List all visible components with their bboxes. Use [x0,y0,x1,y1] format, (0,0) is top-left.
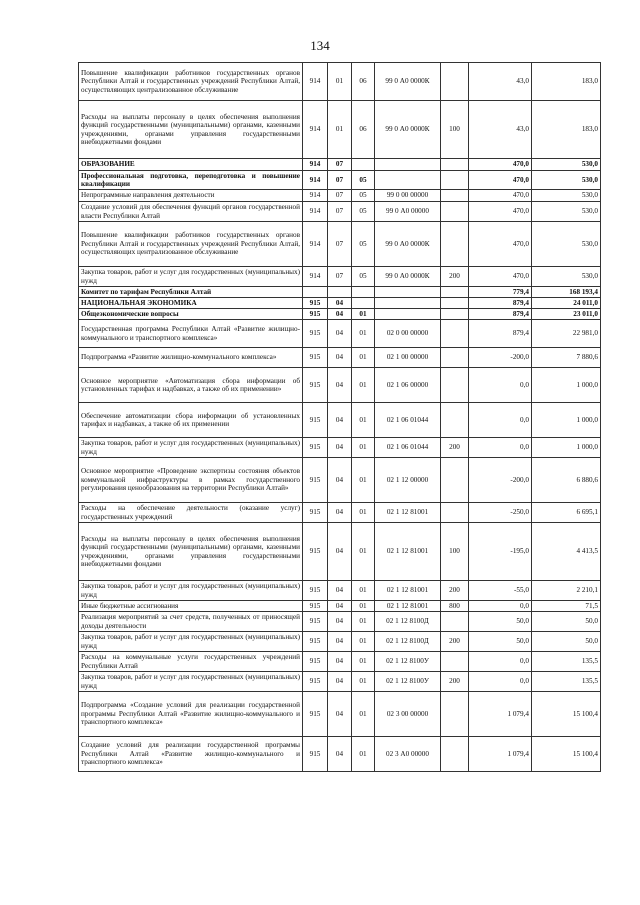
ved-cell [303,287,328,298]
amount-change-cell: 0,0 [469,672,532,692]
csr-cell: 02 1 06 01044 [375,438,441,458]
vr-cell: 200 [441,672,469,692]
amount-change-cell: 0,0 [469,368,532,403]
csr-cell: 99 0 00 00000 [375,190,441,202]
vr-cell [441,63,469,101]
csr-cell: 02 3 А0 00000 [375,737,441,772]
name-cell: Основное мероприятие «Проведение экспертизы состояния объектов коммунальной инфраструктуры в рамках государственного регулирования ценообразования на территории Республики Алтай» [79,458,303,503]
csr-cell: 02 1 12 81001 [375,581,441,601]
amount-change-cell: 879,4 [469,298,532,309]
csr-cell: 02 1 12 81001 [375,523,441,581]
amount-total-cell: 530,0 [532,190,601,202]
amount-change-cell: 470,0 [469,171,532,190]
rz-cell: 04 [328,368,352,403]
vr-cell: 200 [441,438,469,458]
table-row [79,458,601,503]
ved-cell: 914 [303,159,328,171]
name-cell: Закупка товаров, работ и услуг для государственных (муниципальных) нужд [79,581,303,601]
amount-change-cell: -195,0 [469,523,532,581]
ved-cell: 915 [303,612,328,632]
name-cell: Реализация мероприятий за счет средств, полученных от приносящей доходы деятельности [79,612,303,632]
csr-cell [375,287,441,298]
csr-cell: 02 1 12 8100Д [375,612,441,632]
ved-cell: 914 [303,101,328,159]
amount-total-cell: 71,5 [532,601,601,612]
ved-cell: 915 [303,632,328,652]
amount-total-cell: 1 000,0 [532,438,601,458]
vr-cell [441,159,469,171]
table-row [79,503,601,523]
amount-total-cell: 168 193,4 [532,287,601,298]
amount-change-cell: 1 079,4 [469,737,532,772]
pr-cell [352,159,375,171]
ved-cell: 915 [303,368,328,403]
amount-change-cell: 0,0 [469,652,532,672]
amount-change-cell: 879,4 [469,309,532,320]
amount-change-cell: -200,0 [469,458,532,503]
pr-cell: 01 [352,523,375,581]
amount-change-cell: -55,0 [469,581,532,601]
ved-cell: 915 [303,652,328,672]
vr-cell [441,368,469,403]
rz-cell: 04 [328,612,352,632]
amount-total-cell: 4 413,5 [532,523,601,581]
ved-cell: 915 [303,298,328,309]
vr-cell [441,171,469,190]
table-row [79,101,601,159]
pr-cell: 01 [352,737,375,772]
pr-cell: 01 [352,601,375,612]
vr-cell [441,737,469,772]
table-row [79,320,601,348]
rz-cell: 07 [328,159,352,171]
table-row [79,222,601,267]
pr-cell: 05 [352,222,375,267]
amount-change-cell: 779,4 [469,287,532,298]
table-row [79,403,601,438]
name-cell: Комитет по тарифам Республики Алтай [79,287,303,298]
rz-cell: 07 [328,171,352,190]
amount-total-cell: 135,5 [532,672,601,692]
rz-cell: 04 [328,309,352,320]
vr-cell [441,692,469,737]
pr-cell: 01 [352,503,375,523]
csr-cell: 99 0 А0 0000К [375,101,441,159]
pr-cell: 01 [352,309,375,320]
table-row [79,632,601,652]
name-cell: ОБРАЗОВАНИЕ [79,159,303,171]
table-row [79,202,601,222]
ved-cell: 914 [303,63,328,101]
table-row [79,672,601,692]
vr-cell [441,222,469,267]
ved-cell: 914 [303,267,328,287]
amount-change-cell: 43,0 [469,101,532,159]
name-cell: Иные бюджетные ассигнования [79,601,303,612]
table-body [79,63,601,772]
vr-cell [441,287,469,298]
amount-total-cell: 15 100,4 [532,692,601,737]
pr-cell: 01 [352,612,375,632]
rz-cell: 04 [328,581,352,601]
table-row [79,171,601,190]
amount-total-cell: 1 000,0 [532,368,601,403]
ved-cell: 915 [303,737,328,772]
csr-cell: 02 3 00 00000 [375,692,441,737]
name-cell: Профессиональная подготовка, переподготовка и повышение квалификации [79,171,303,190]
ved-cell: 914 [303,171,328,190]
rz-cell: 01 [328,101,352,159]
vr-cell [441,202,469,222]
rz-cell: 04 [328,503,352,523]
name-cell: Закупка товаров, работ и услуг для государственных (муниципальных) нужд [79,267,303,287]
vr-cell [441,458,469,503]
vr-cell [441,309,469,320]
name-cell: Общеэкономические вопросы [79,309,303,320]
amount-total-cell: 50,0 [532,632,601,652]
rz-cell [328,287,352,298]
ved-cell: 915 [303,601,328,612]
pr-cell: 01 [352,632,375,652]
amount-change-cell: 879,4 [469,320,532,348]
name-cell: Расходы на выплаты персоналу в целях обеспечения выполнения функций государственными (муниципальными) органами, казенными учреждениями, органами управления государственными внебюджетными фондами [79,101,303,159]
rz-cell: 04 [328,692,352,737]
table-row [79,523,601,581]
vr-cell [441,298,469,309]
rz-cell: 07 [328,202,352,222]
table-row [79,737,601,772]
name-cell: Обеспечение автоматизации сбора информации об установленных тарифах и надбавках, а также об их применении [79,403,303,438]
csr-cell: 02 0 00 00000 [375,320,441,348]
amount-change-cell: 470,0 [469,222,532,267]
name-cell: Закупка товаров, работ и услуг для государственных (муниципальных) нужд [79,672,303,692]
pr-cell: 01 [352,672,375,692]
table-row [79,652,601,672]
vr-cell [441,652,469,672]
amount-change-cell: 50,0 [469,612,532,632]
csr-cell: 02 1 06 01044 [375,403,441,438]
rz-cell: 04 [328,320,352,348]
amount-change-cell: 50,0 [469,632,532,652]
table-row [79,438,601,458]
csr-cell: 02 1 12 00000 [375,458,441,503]
table-row [79,309,601,320]
csr-cell [375,159,441,171]
vr-cell [441,612,469,632]
ved-cell: 915 [303,348,328,368]
table-row [79,159,601,171]
csr-cell: 02 1 06 00000 [375,368,441,403]
rz-cell: 04 [328,298,352,309]
rz-cell: 04 [328,348,352,368]
name-cell: Повышение квалификации работников государственных органов Республики Алтай и государственных учреждений Республики Алтай, осуществляющих централизованное обслуживание [79,63,303,101]
table-row [79,581,601,601]
name-cell: Подпрограмма «Развитие жилищно-коммунального комплекса» [79,348,303,368]
csr-cell [375,309,441,320]
pr-cell: 01 [352,348,375,368]
vr-cell: 200 [441,581,469,601]
ved-cell: 915 [303,503,328,523]
csr-cell: 02 1 12 81001 [375,503,441,523]
amount-total-cell: 22 981,0 [532,320,601,348]
pr-cell: 01 [352,368,375,403]
amount-change-cell: 470,0 [469,190,532,202]
amount-change-cell: 0,0 [469,601,532,612]
amount-total-cell: 24 011,0 [532,298,601,309]
csr-cell [375,171,441,190]
amount-total-cell: 2 210,1 [532,581,601,601]
pr-cell [352,298,375,309]
name-cell: Повышение квалификации работников государственных органов Республики Алтай и государственных учреждений Республики Алтай, осуществляющих централизованное обслуживание [79,222,303,267]
rz-cell: 04 [328,523,352,581]
vr-cell [441,403,469,438]
amount-total-cell: 23 011,0 [532,309,601,320]
name-cell: Основное мероприятие «Автоматизация сбора информации об установленных тарифах и надбавках, а также об их применении» [79,368,303,403]
pr-cell: 06 [352,63,375,101]
name-cell: Непрограммные направления деятельности [79,190,303,202]
vr-cell [441,348,469,368]
pr-cell: 05 [352,171,375,190]
ved-cell: 914 [303,202,328,222]
rz-cell: 07 [328,222,352,267]
amount-total-cell: 7 880,6 [532,348,601,368]
table-row [79,298,601,309]
amount-change-cell: 470,0 [469,159,532,171]
amount-total-cell: 530,0 [532,171,601,190]
amount-total-cell: 183,0 [532,63,601,101]
ved-cell: 915 [303,458,328,503]
page-number: 134 [310,38,330,53]
amount-change-cell: -250,0 [469,503,532,523]
name-cell: Расходы на выплаты персоналу в целях обеспечения выполнения функций государственными (муниципальными) органами, казенными учреждениями, органами управления государственными внебюджетными фондами [79,523,303,581]
amount-change-cell: -200,0 [469,348,532,368]
table-row [79,190,601,202]
rz-cell: 04 [328,632,352,652]
vr-cell: 800 [441,601,469,612]
rz-cell: 04 [328,601,352,612]
csr-cell: 99 0 А0 0000К [375,63,441,101]
amount-change-cell: 470,0 [469,202,532,222]
pr-cell: 01 [352,652,375,672]
pr-cell: 01 [352,458,375,503]
csr-cell: 99 0 А0 0000К [375,222,441,267]
amount-total-cell: 530,0 [532,159,601,171]
ved-cell: 914 [303,222,328,267]
name-cell: Государственная программа Республики Алтай «Развитие жилищно-коммунального и транспортного комплекса» [79,320,303,348]
rz-cell: 04 [328,458,352,503]
csr-cell: 02 1 12 8100У [375,652,441,672]
vr-cell: 200 [441,267,469,287]
csr-cell: 99 0 А0 0000К [375,267,441,287]
vr-cell: 100 [441,523,469,581]
ved-cell: 915 [303,672,328,692]
vr-cell [441,190,469,202]
ved-cell: 915 [303,523,328,581]
amount-total-cell: 6 880,6 [532,458,601,503]
csr-cell: 02 1 12 81001 [375,601,441,612]
vr-cell: 200 [441,632,469,652]
table-row [79,601,601,612]
pr-cell [352,287,375,298]
pr-cell: 06 [352,101,375,159]
amount-total-cell: 530,0 [532,267,601,287]
amount-total-cell: 6 695,1 [532,503,601,523]
ved-cell: 915 [303,692,328,737]
pr-cell: 05 [352,190,375,202]
name-cell: Создание условий для реализации государственной программы Республики Алтай «Развитие жилищно-коммунального и транспортного комплекса» [79,737,303,772]
pr-cell: 01 [352,320,375,348]
name-cell: Создание условий для обеспечения функций органов государственной власти Республики Алтай [79,202,303,222]
pr-cell: 05 [352,267,375,287]
amount-total-cell: 530,0 [532,222,601,267]
budget-table [78,62,601,772]
csr-cell [375,298,441,309]
amount-total-cell: 15 100,4 [532,737,601,772]
csr-cell: 99 0 А0 00000 [375,202,441,222]
ved-cell: 915 [303,403,328,438]
amount-total-cell: 530,0 [532,202,601,222]
name-cell: Закупка товаров, работ и услуг для государственных (муниципальных) нужд [79,632,303,652]
name-cell: Расходы на обеспечение деятельности (оказание услуг) государственных учреждений [79,503,303,523]
table-row [79,348,601,368]
csr-cell: 02 1 12 8100У [375,672,441,692]
table-row [79,612,601,632]
amount-change-cell: 43,0 [469,63,532,101]
amount-total-cell: 1 000,0 [532,403,601,438]
vr-cell: 100 [441,101,469,159]
name-cell: НАЦИОНАЛЬНАЯ ЭКОНОМИКА [79,298,303,309]
ved-cell: 915 [303,438,328,458]
name-cell: Расходы на коммунальные услуги государственных учреждений Республики Алтай [79,652,303,672]
csr-cell: 02 1 12 8100Д [375,632,441,652]
ved-cell: 915 [303,309,328,320]
table-row [79,368,601,403]
ved-cell: 914 [303,190,328,202]
rz-cell: 04 [328,403,352,438]
table-row [79,692,601,737]
pr-cell: 01 [352,403,375,438]
rz-cell: 01 [328,63,352,101]
rz-cell: 04 [328,737,352,772]
ved-cell: 915 [303,320,328,348]
pr-cell: 01 [352,581,375,601]
name-cell: Подпрограмма «Создание условий для реализации государственной программы Республики Алтай «Развитие жилищно-коммунального и транспортного комплекса» [79,692,303,737]
table-row [79,63,601,101]
amount-total-cell: 183,0 [532,101,601,159]
rz-cell: 04 [328,672,352,692]
rz-cell: 07 [328,267,352,287]
rz-cell: 07 [328,190,352,202]
pr-cell: 01 [352,692,375,737]
amount-change-cell: 0,0 [469,403,532,438]
name-cell: Закупка товаров, работ и услуг для государственных (муниципальных) нужд [79,438,303,458]
vr-cell [441,503,469,523]
pr-cell: 01 [352,438,375,458]
amount-change-cell: 0,0 [469,438,532,458]
ved-cell: 915 [303,581,328,601]
table-row [79,287,601,298]
vr-cell [441,320,469,348]
rz-cell: 04 [328,652,352,672]
rz-cell: 04 [328,438,352,458]
pr-cell: 05 [352,202,375,222]
amount-total-cell: 50,0 [532,612,601,632]
csr-cell: 02 1 00 00000 [375,348,441,368]
amount-change-cell: 470,0 [469,267,532,287]
amount-total-cell: 135,5 [532,652,601,672]
amount-change-cell: 1 079,4 [469,692,532,737]
table-row [79,267,601,287]
